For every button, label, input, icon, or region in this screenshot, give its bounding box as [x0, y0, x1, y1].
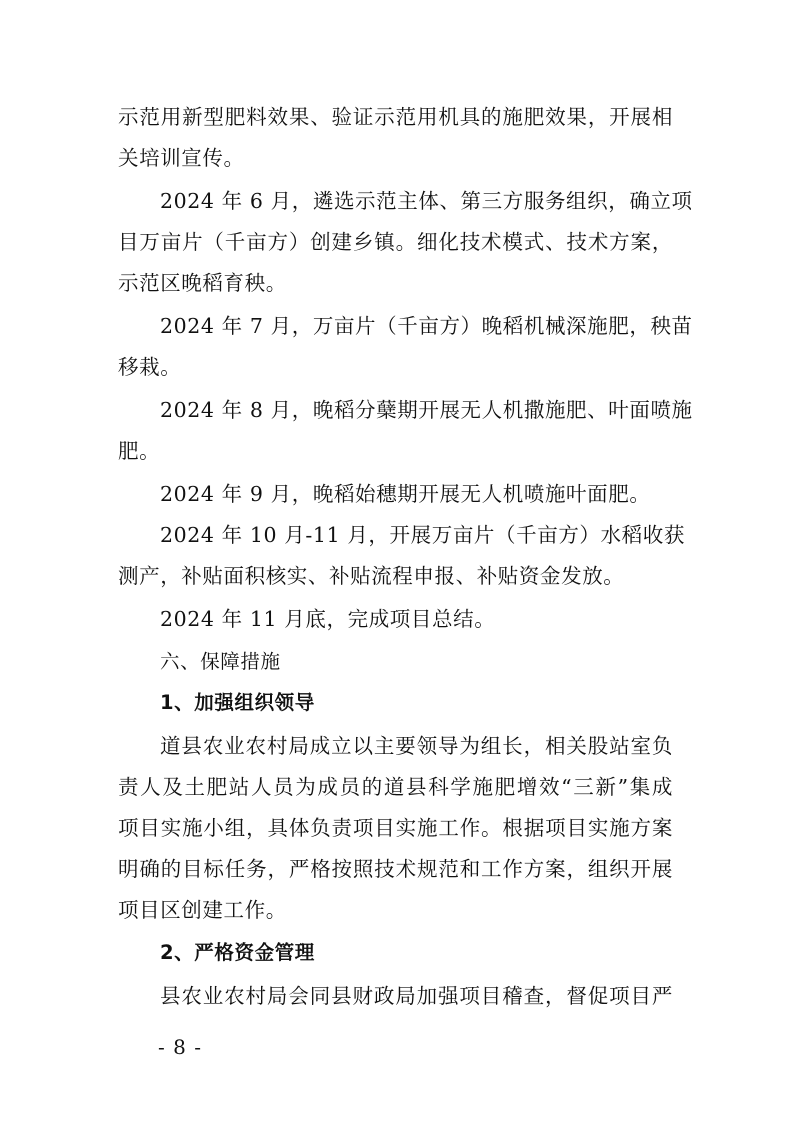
body-line: 责人及土肥站人员为成员的道县科学施肥增效“三新”集成	[118, 775, 673, 799]
body-line: 2024 年 6 月，遴选示范主体、第三方服务组织，确立项	[160, 189, 693, 213]
body-line: 道县农业农村局成立以主要领导为组长，相关股站室负	[160, 734, 673, 758]
body-line: 2024 年 11 月底，完成项目总结。	[160, 607, 496, 631]
subsection-heading: 2、严格资金管理	[160, 941, 315, 964]
body-line: 示范用新型肥料效果、验证示范用机具的施肥效果，开展相	[118, 105, 673, 129]
page-number: - 8 -	[158, 1035, 202, 1059]
body-line: 肥。	[118, 439, 161, 463]
body-line: 2024 年 8 月，晚稻分蘖期开展无人机撒施肥、叶面喷施	[160, 398, 693, 422]
body-line: 2024 年 7 月，万亩片（千亩方）晚稻机械深施肥，秧苗	[160, 314, 693, 338]
body-line: 测产，补贴面积核实、补贴流程申报、补贴资金发放。	[118, 564, 625, 588]
subsection-heading: 1、加强组织领导	[160, 691, 315, 714]
body-line: 示范区晚稻育秧。	[118, 271, 287, 295]
body-line: 明确的目标任务，严格按照技术规范和工作方案，组织开展	[118, 857, 673, 881]
body-line: 2024 年 10 月-11 月，开展万亩片（千亩方）水稻收获	[160, 523, 685, 547]
body-line: 目万亩片（千亩方）创建乡镇。细化技术模式、技术方案，	[118, 230, 673, 254]
body-line: 关培训宣传。	[118, 146, 245, 170]
body-line: 项目区创建工作。	[118, 898, 287, 922]
body-line: 项目实施小组，具体负责项目实施工作。根据项目实施方案	[118, 816, 673, 840]
body-line: 县农业农村局会同县财政局加强项目稽查，督促项目严	[160, 984, 673, 1008]
body-line: 移栽。	[118, 355, 182, 379]
section-heading: 六、保障措施	[160, 650, 281, 673]
body-line: 2024 年 9 月，晚稻始穗期开展无人机喷施叶面肥。	[160, 482, 651, 506]
